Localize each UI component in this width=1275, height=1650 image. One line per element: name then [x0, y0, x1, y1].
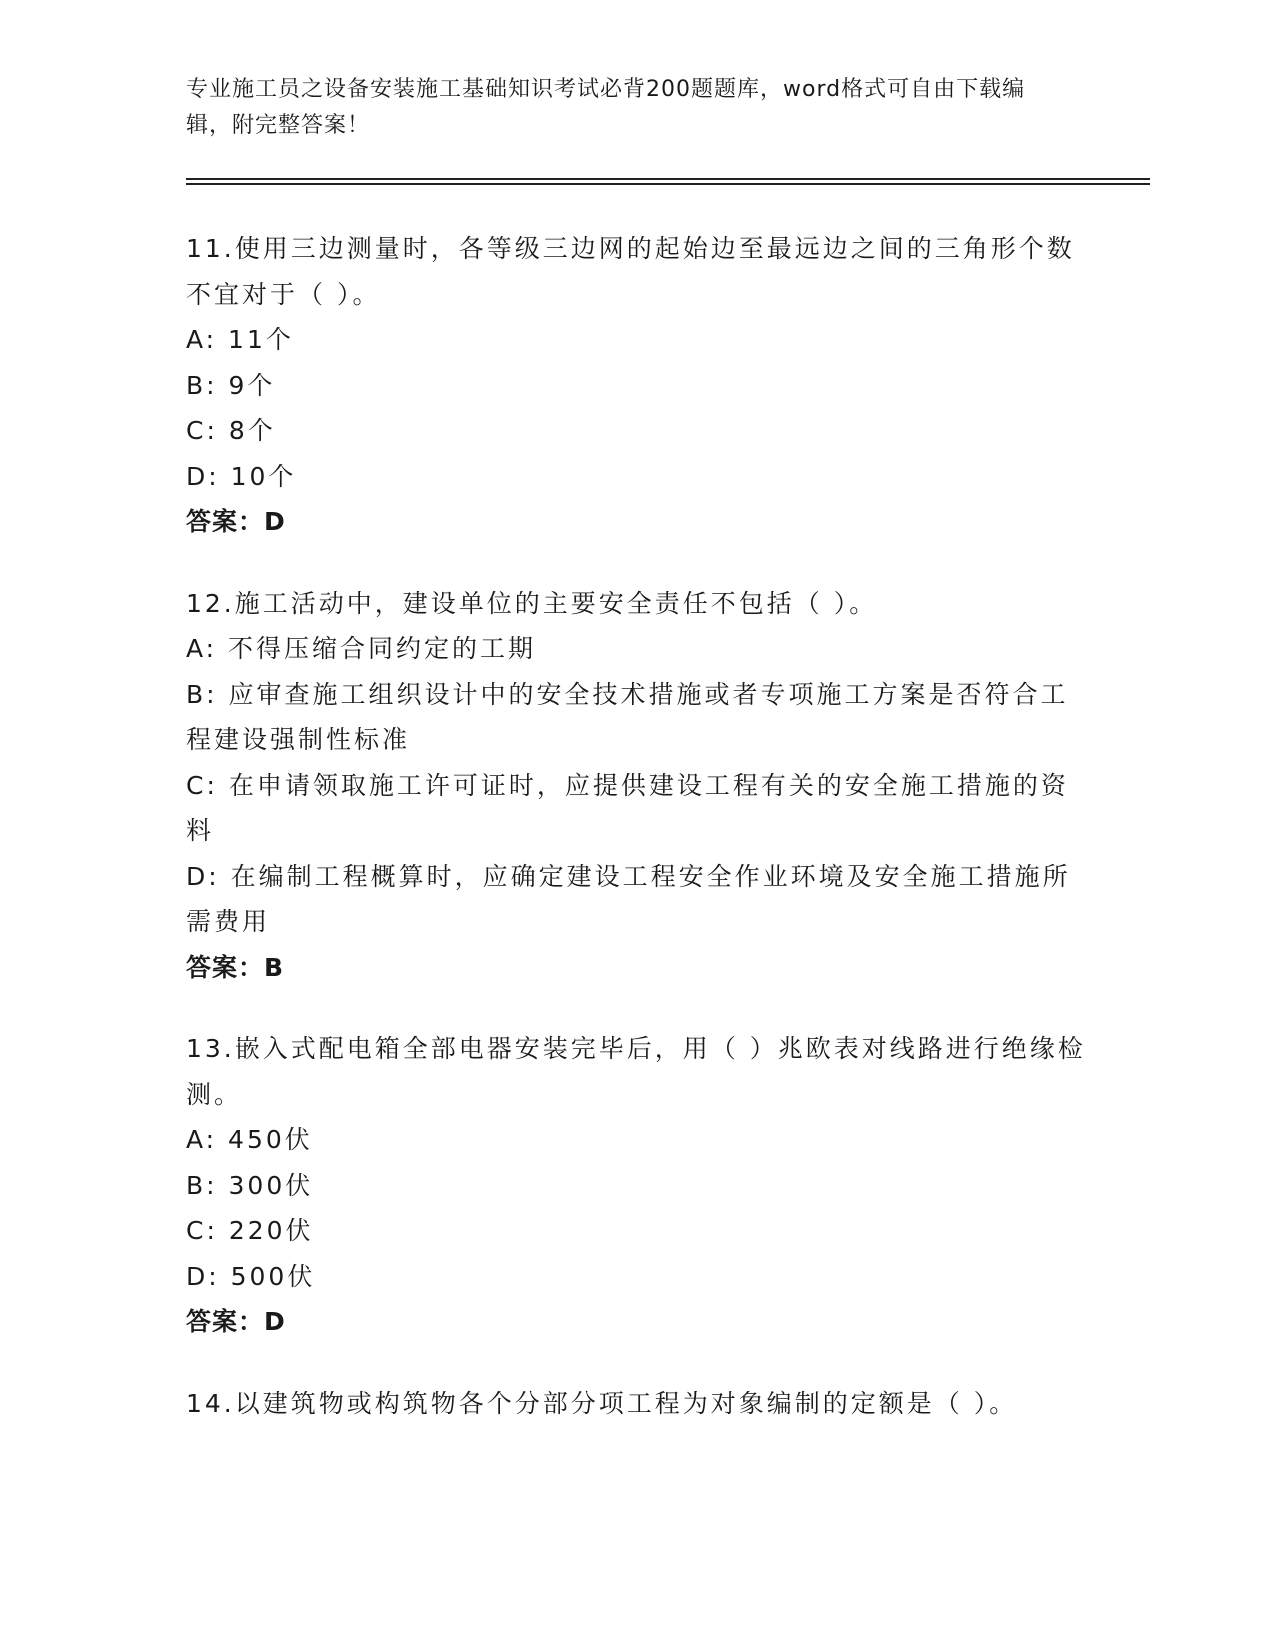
option-b: B: 300伏 [186, 1170, 314, 1200]
question-stem: 11.使用三边测量时，各等级三边网的起始边至最远边之间的三角形个数不宜对于（ ）。 [186, 234, 1075, 309]
question-12 [186, 581, 1086, 991]
option-d: D: 10个 [186, 461, 297, 491]
answer: 答案：D [186, 507, 286, 536]
option-c: C: 在申请领取施工许可证时，应提供建设工程有关的安全施工措施的资料 [186, 770, 1069, 845]
option-c: C: 220伏 [186, 1216, 314, 1245]
question-13 [186, 1026, 1086, 1345]
option-a: A: 不得压缩合同约定的工期 [186, 634, 537, 663]
question-list [186, 226, 1086, 1462]
answer: 答案：B [186, 952, 285, 982]
question-stem: 13.嵌入式配电箱全部电器安装完毕后，用（ ）兆欧表对线路进行绝缘检测。 [186, 1034, 1086, 1109]
option-d: D: 在编制工程概算时，应确定建设工程安全作业环境及安全施工措施所需费用 [186, 861, 1071, 936]
option-c: C: 8个 [186, 416, 276, 445]
header-rule-top [186, 178, 1150, 180]
question-11 [186, 226, 1086, 545]
question-14 [186, 1381, 1086, 1427]
document-header: 专业施工员之设备安装施工基础知识考试必背200题题库，word格式可自由下载编辑，附完整答案！ [186, 77, 1026, 138]
option-b: B: 应审查施工组织设计中的安全技术措施或者专项施工方案是否符合工程建设强制性标准 [186, 679, 1069, 754]
answer: 答案：D [186, 1307, 286, 1336]
option-d: D: 500伏 [186, 1261, 316, 1291]
question-stem: 12.施工活动中，建设单位的主要安全责任不包括（ ）。 [186, 588, 878, 618]
option-a: A: 11个 [186, 325, 294, 354]
header-rule-bottom [186, 183, 1150, 185]
option-b: B: 9个 [186, 370, 276, 400]
option-a: A: 450伏 [186, 1125, 313, 1154]
question-stem: 14.以建筑物或构筑物各个分部分项工程为对象编制的定额是（ ）。 [186, 1388, 1018, 1418]
